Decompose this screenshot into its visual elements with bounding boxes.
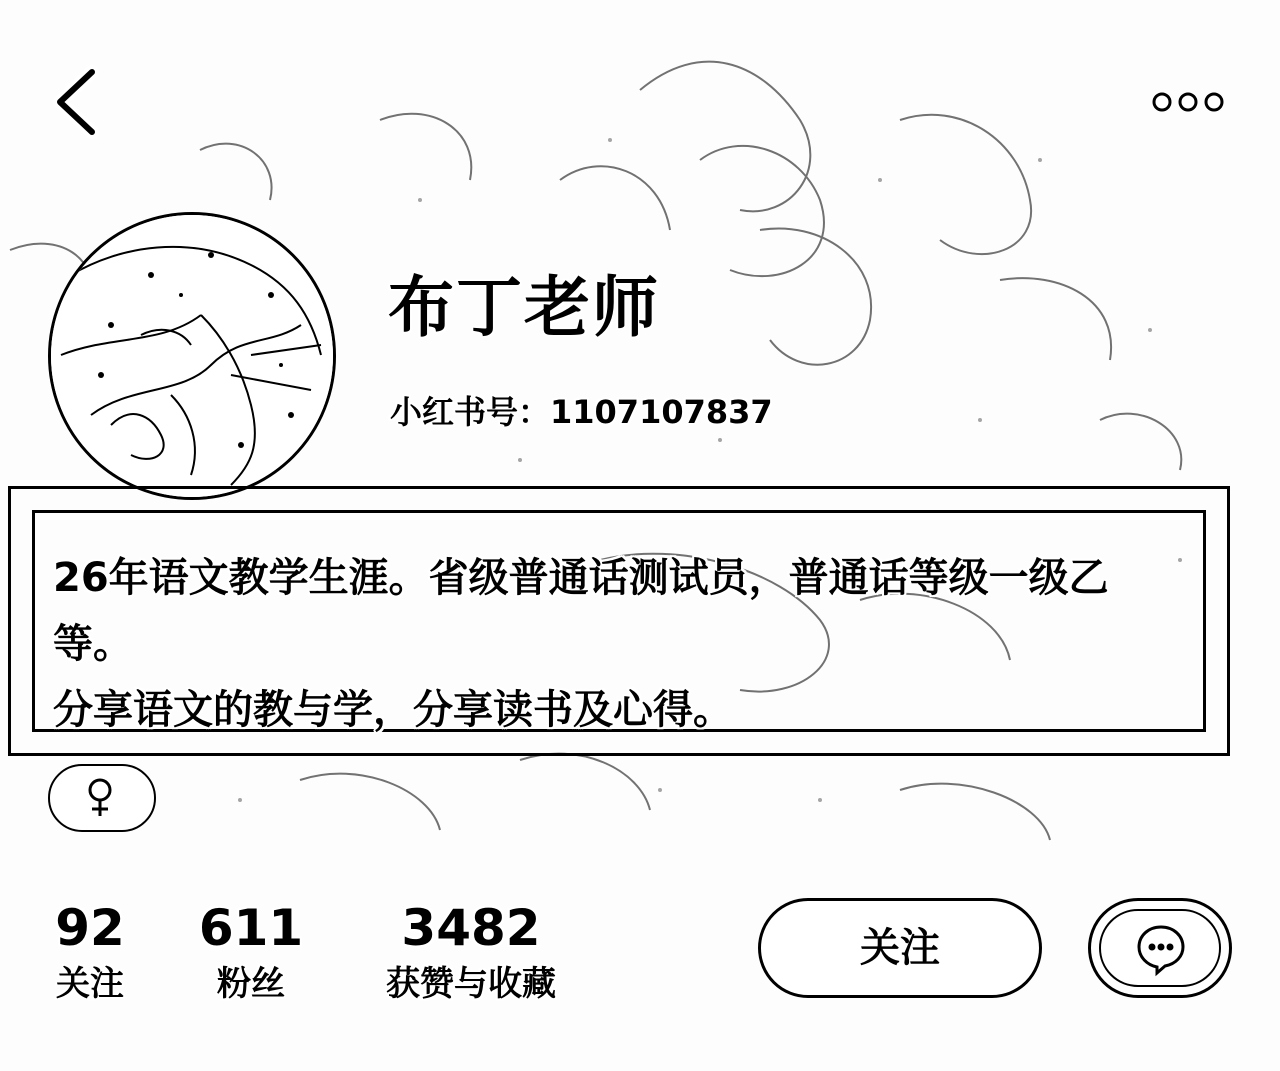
back-button[interactable] <box>46 62 110 142</box>
follow-button[interactable]: 关注 <box>758 898 1042 998</box>
female-icon <box>48 764 156 832</box>
followers-label: 粉丝 <box>217 964 285 1004</box>
user-id[interactable]: 小红书号：1107107837 <box>390 393 773 431</box>
stat-likes[interactable] <box>368 898 574 1006</box>
chevron-left-icon <box>46 62 110 142</box>
followers-count: 611 <box>198 899 304 957</box>
avatar[interactable] <box>48 212 336 500</box>
following-count: 92 <box>55 899 125 957</box>
chat-button[interactable] <box>1088 898 1232 998</box>
chat-bubble-icon <box>1133 921 1189 977</box>
bio[interactable] <box>32 510 1206 732</box>
avatar-illustration <box>51 215 333 497</box>
likes-count: 3482 <box>401 899 541 957</box>
following-label: 关注 <box>56 964 124 1004</box>
gender-tag <box>48 764 156 832</box>
page-title: 布丁老师 <box>388 269 660 346</box>
stat-followers[interactable] <box>196 898 306 1006</box>
bio-line-1: 26年语文教学生涯。省级普通话测试员，普通话等级一级乙等。 <box>53 555 1109 667</box>
more-button[interactable] <box>1146 86 1246 122</box>
more-dots-icon <box>1146 86 1246 122</box>
likes-label: 获赞与收藏 <box>386 964 556 1004</box>
stat-following[interactable] <box>40 898 140 1006</box>
bio-line-2: 分享语文的教与学，分享读书及心得。 <box>53 687 733 733</box>
